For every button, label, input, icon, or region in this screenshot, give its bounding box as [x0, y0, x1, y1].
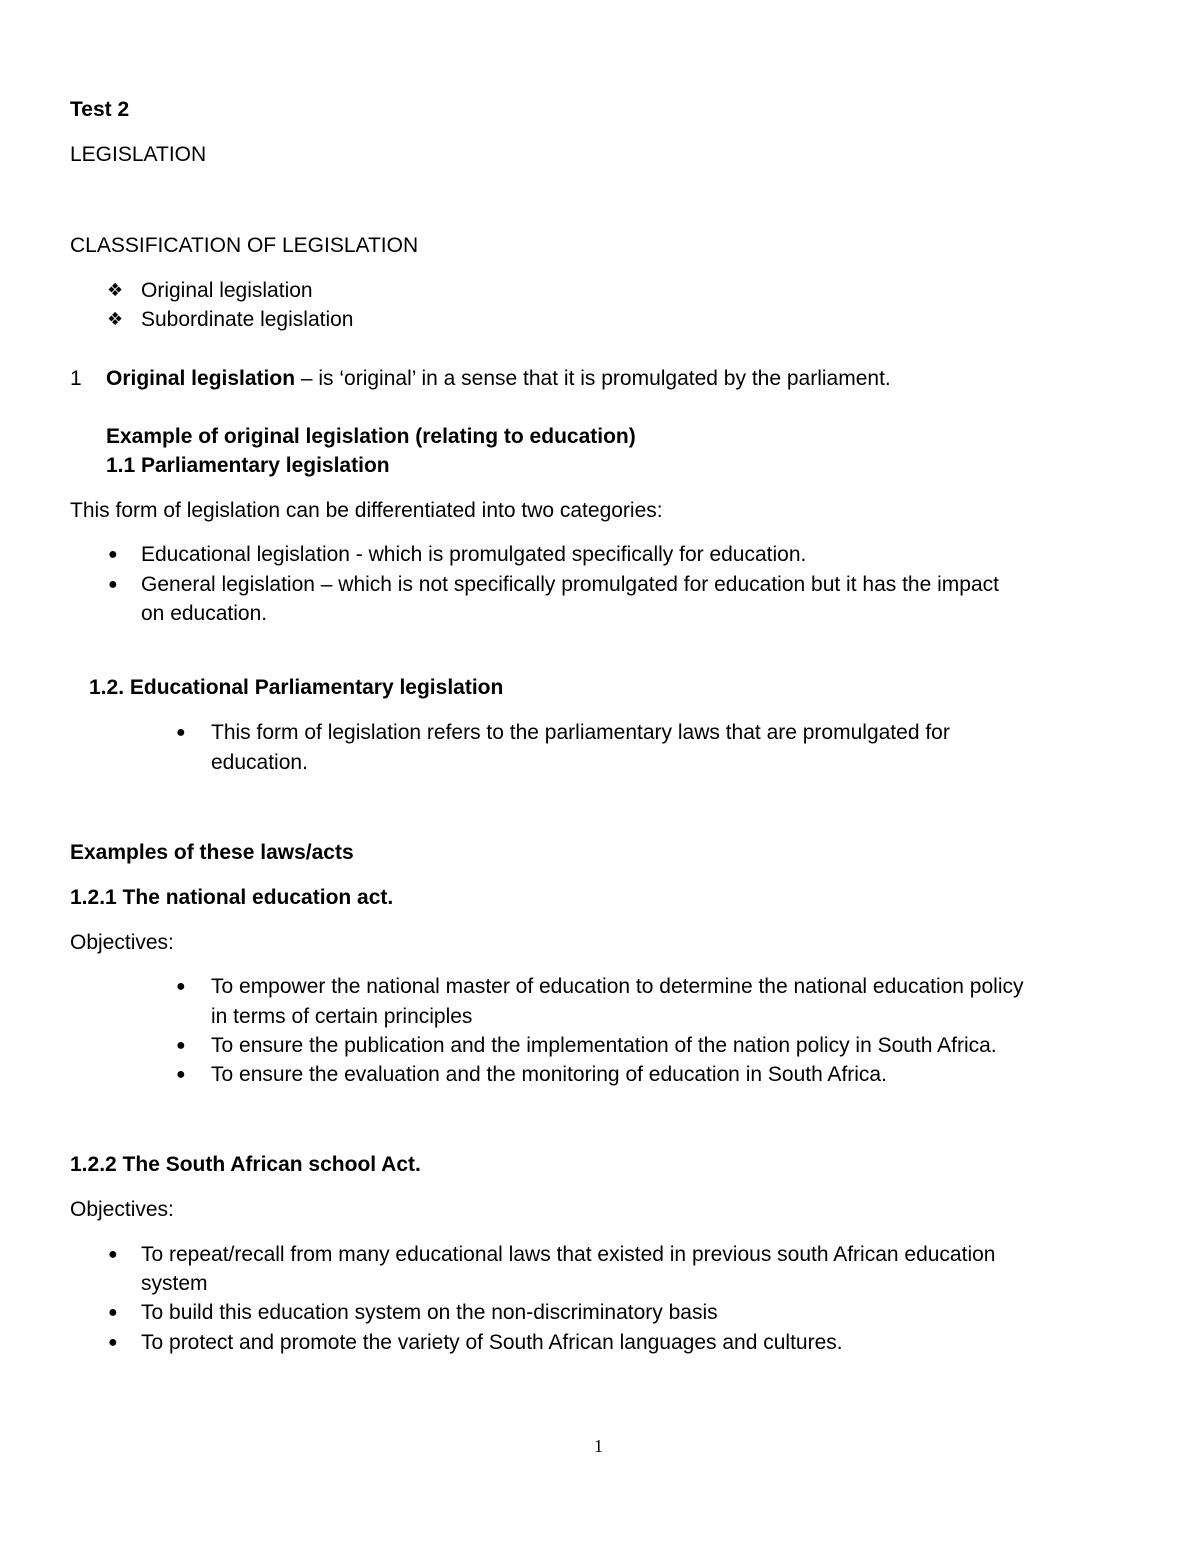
educational-line: education. [211, 751, 308, 774]
educational-heading: 1.2. Educational Parliamentary legislation [89, 676, 504, 699]
bullet-icon: ● [176, 1066, 186, 1083]
bullet-icon: ● [108, 1246, 118, 1263]
page-number: 1 [594, 1436, 603, 1456]
example-heading: Example of original legislation (relating to education) [106, 425, 636, 448]
classification-item: Subordinate legislation [141, 308, 354, 331]
bullet-icon: ● [108, 1304, 118, 1321]
act1-heading: 1.2.1 The national education act. [70, 886, 394, 909]
classification-heading: CLASSIFICATION OF LEGISLATION [70, 234, 419, 257]
examples-heading: Examples of these laws/acts [70, 841, 354, 864]
act2-objective-line: To protect and promote the variety of South African languages and cultures. [141, 1331, 843, 1354]
original-definition [106, 364, 891, 394]
test-label: Test 2 [70, 98, 130, 121]
bullet-icon: ● [108, 1334, 118, 1351]
act1-objective-line: To ensure the evaluation and the monitoring of education in South Africa. [211, 1063, 887, 1086]
act2-objective-line: To repeat/recall from many educational laws that existed in previous south African education [141, 1243, 996, 1266]
intro-text: This form of legislation can be differentiated into two categories: [70, 499, 663, 522]
bullet-icon: ● [108, 546, 118, 563]
act2-objectives-label: Objectives: [70, 1198, 174, 1221]
classification-item: Original legislation [141, 279, 313, 302]
section-number: 1 [70, 367, 82, 390]
educational-line: This form of legislation refers to the parliamentary laws that are promulgated for [211, 721, 950, 744]
bullet-icon: ● [176, 1037, 186, 1054]
original-term: Original legislation [106, 367, 296, 390]
document-title: LEGISLATION [70, 143, 207, 166]
act1-objective-line: To empower the national master of education to determine the national education policy [211, 975, 1024, 998]
subheading-text: Parliamentary legislation [141, 454, 390, 477]
bullet-icon: ● [176, 724, 186, 741]
bullet-icon: ● [108, 576, 118, 593]
act2-objective-line: system [141, 1272, 208, 1295]
original-definition-text: – is ‘original’ in a sense that it is promulgated by the parliament. [295, 367, 891, 390]
bullet-icon: ● [176, 978, 186, 995]
act2-heading: 1.2.2 The South African school Act. [70, 1153, 421, 1176]
category-line: Educational legislation - which is promulgated specifically for education. [141, 543, 807, 566]
subheading-number: 1.1 [106, 454, 136, 477]
category-line: on education. [141, 602, 268, 625]
act2-objective-line: To build this education system on the non-discriminatory basis [141, 1301, 718, 1324]
diamond-bullet-icon: ❖ [107, 309, 124, 330]
act1-objective-line: in terms of certain principles [211, 1005, 473, 1028]
act1-objective-line: To ensure the publication and the implementation of the nation policy in South Africa. [211, 1034, 997, 1057]
diamond-bullet-icon: ❖ [107, 280, 124, 301]
act1-objectives-label: Objectives: [70, 931, 174, 954]
category-line: General legislation – which is not specifically promulgated for education but it has the impact [141, 573, 999, 596]
